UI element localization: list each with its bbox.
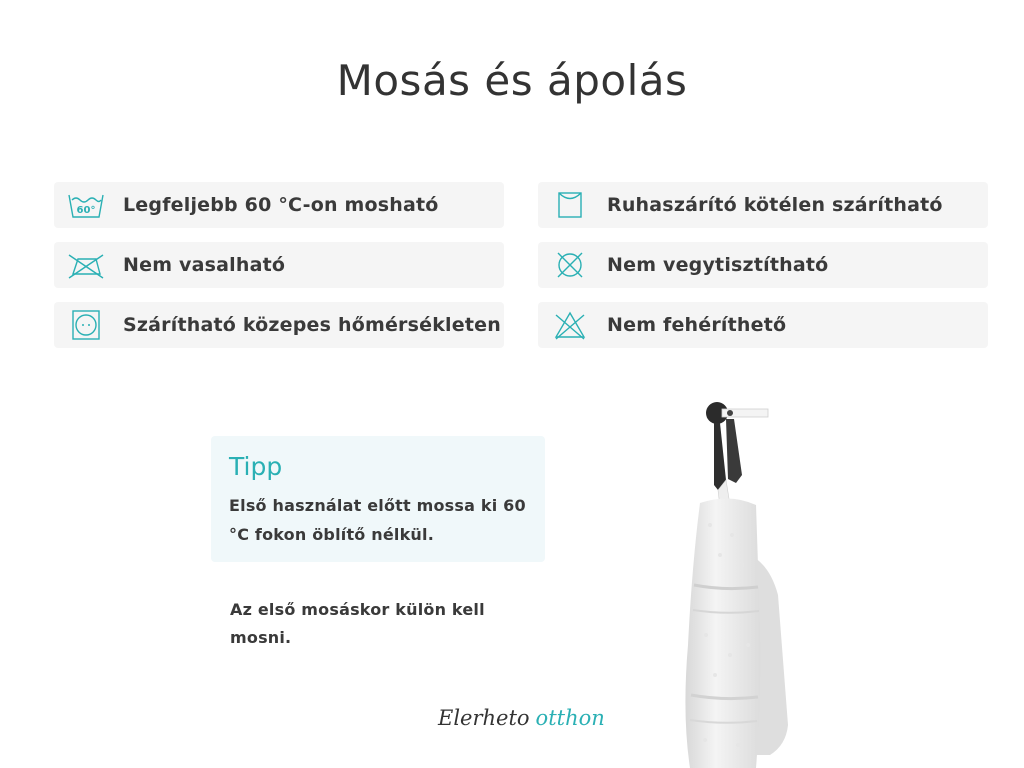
hook-icon xyxy=(706,402,768,424)
line-dry-icon xyxy=(552,190,588,220)
tip-title: Tipp xyxy=(229,452,283,481)
care-item-label: Ruhaszárító kötélen szárítható xyxy=(607,194,943,216)
tumble-dry-medium-icon xyxy=(68,310,104,340)
care-symbols-list xyxy=(54,182,970,350)
care-item-label: Nem vegytisztítható xyxy=(607,254,829,276)
care-item-label: Szárítható közepes hőmérsékleten xyxy=(123,314,501,336)
tip-text: Első használat előtt mossa ki 60 °C fokon öblítő nélkül. xyxy=(229,496,526,544)
care-item-wash-60 xyxy=(54,182,504,228)
care-item-no-dry-clean xyxy=(538,242,988,288)
care-item-label: Legfeljebb 60 °C-on mosható xyxy=(123,194,439,216)
logo-part-1: Elerheto xyxy=(438,706,530,730)
care-item-no-bleach xyxy=(538,302,988,348)
towel-on-hook-image xyxy=(660,395,810,768)
care-item-line-dry xyxy=(538,182,988,228)
no-iron-icon xyxy=(68,250,104,280)
wash-temperature-text: 60° xyxy=(76,205,96,216)
care-item-label: Nem fehéríthető xyxy=(607,314,787,336)
no-dry-clean-icon xyxy=(552,250,588,280)
wash-note: Az első mosáskor külön kell mosni. xyxy=(230,600,485,647)
page-title: Mosás és ápolás xyxy=(336,56,688,105)
tip-box xyxy=(211,436,545,562)
care-item-label: Nem vasalható xyxy=(123,254,286,276)
brand-logo xyxy=(438,706,605,730)
care-item-no-iron xyxy=(54,242,504,288)
wash-60-icon xyxy=(68,190,104,220)
logo-part-2: otthon xyxy=(535,706,605,730)
care-item-tumble-dry-medium xyxy=(54,302,504,348)
no-bleach-icon xyxy=(552,310,588,340)
